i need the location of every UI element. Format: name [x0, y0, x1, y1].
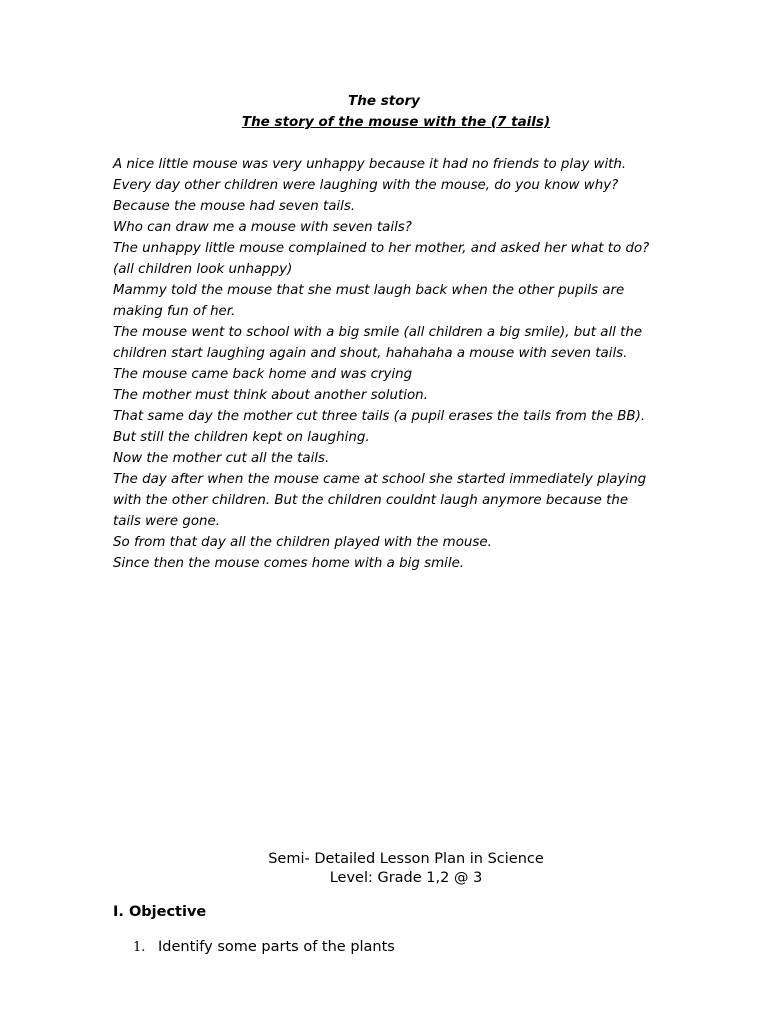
objective-text: Identify some parts of the plants [158, 939, 395, 955]
story-line: with the other children. But the children couldnt laugh anymore because the [113, 493, 629, 508]
story-line: children start laughing again and shout, hahahaha a mouse with seven tails. [113, 346, 628, 361]
story-line: The mother must think about another solution. [113, 388, 428, 403]
objective-item [133, 938, 395, 957]
story-body [113, 154, 713, 574]
story-line: Who can draw me a mouse with seven tails? [113, 220, 412, 235]
objective-number: 1. [133, 940, 146, 955]
story-line: Because the mouse had seven tails. [113, 199, 356, 214]
lesson-plan-title: Semi- Detailed Lesson Plan in Science [268, 851, 544, 867]
story-line: Since then the mouse comes home with a big smile. [113, 556, 465, 571]
story-line: tails were gone. [113, 514, 220, 529]
lesson-plan-level: Level: Grade 1,2 @ 3 [329, 870, 483, 886]
story-line: So from that day all the children played with the mouse. [113, 535, 492, 550]
story-line: But still the children kept on laughing. [113, 430, 370, 445]
objective-section-heading: I. Objective [113, 904, 207, 920]
story-heading: The story [348, 93, 420, 109]
story-line: The mouse came back home and was crying [113, 367, 413, 382]
objective-list [133, 938, 395, 957]
story-line: Now the mother cut all the tails. [113, 451, 330, 466]
story-line: The unhappy little mouse complained to her mother, and asked her what to do? [113, 241, 650, 256]
story-line: That same day the mother cut three tails (a pupil erases the tails from the BB). [113, 409, 646, 424]
story-line: making fun of her. [113, 304, 236, 319]
story-line: The day after when the mouse came at school she started immediately playing [113, 472, 647, 487]
story-line: A nice little mouse was very unhappy because it had no friends to play with. [113, 157, 627, 172]
story-line: Mammy told the mouse that she must laugh back when the other pupils are [113, 283, 625, 298]
story-subtitle [0, 113, 768, 132]
story-line: Every day other children were laughing with the mouse, do you know why? [113, 178, 619, 193]
story-line: (all children look unhappy) [113, 262, 293, 277]
story-line: The mouse went to school with a big smile (all children a big smile), but all the [113, 325, 643, 340]
story-subtitle-text: The story of the mouse with the (7 tails) [241, 114, 551, 130]
